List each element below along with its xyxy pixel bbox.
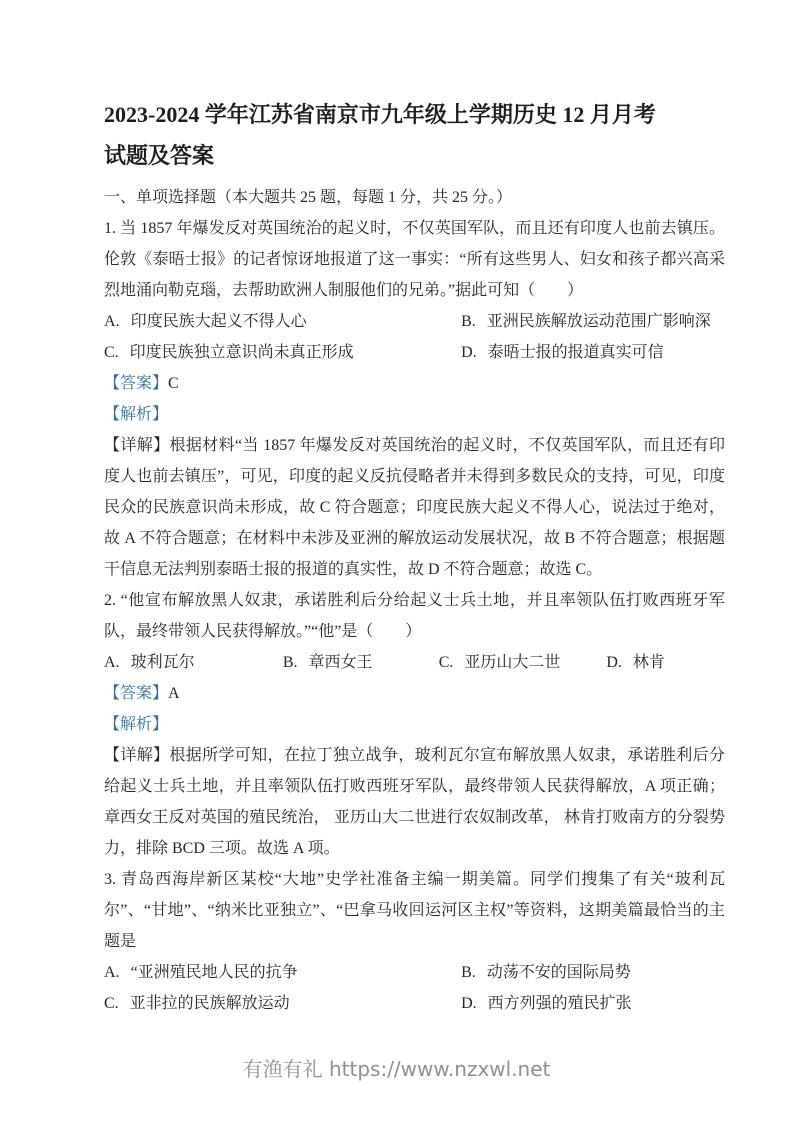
option-letter: D. xyxy=(461,995,477,1012)
question-2-option-b xyxy=(283,647,439,678)
question-2-option-c xyxy=(439,647,607,678)
option-letter: A. xyxy=(104,964,120,981)
question-1-option-b xyxy=(461,306,725,337)
question-3-option-c xyxy=(104,988,461,1019)
page-title xyxy=(104,94,725,176)
question-1-option-a xyxy=(104,306,461,337)
option-text: 玻利瓦尔 xyxy=(130,654,195,671)
option-letter: C. xyxy=(104,995,119,1012)
question-2-stem: 2. “他宣布解放黑人奴隶，承诺胜利后分给起义士兵土地，并且率领队伍打败西班牙军队，最终带领人民获得解放。”“他”是（ ） xyxy=(104,592,725,640)
detail-text: 根据所学可知，在拉丁独立战争，玻利瓦尔宣布解放黑人奴隶，承诺胜利后分给起义士兵土地，并且率领队伍打败西班牙军队，最终带领人民获得解放，A 项正确；章西女王反对英国的殖民统治， 亚历山大二世进行农奴制改革， 林肯打败南方的分裂势力，排除 BCD 三项。故选 A 项。 xyxy=(104,747,725,857)
option-letter: A. xyxy=(104,654,120,671)
question-1-option-c xyxy=(104,337,461,368)
question-2-option-a xyxy=(104,647,283,678)
answer-label: 【答案】 xyxy=(104,685,169,702)
option-text: 亚非拉的民族解放运动 xyxy=(129,995,290,1012)
option-letter: B. xyxy=(282,654,298,671)
analysis-label: 【解析】 xyxy=(104,406,169,423)
answer-label: 【答案】 xyxy=(104,375,169,392)
question-1-options xyxy=(104,306,725,368)
question-3-option-b xyxy=(461,957,725,988)
question-3-option-a xyxy=(104,957,461,988)
question-3 xyxy=(104,864,725,1019)
question-3-options xyxy=(104,957,725,1019)
option-text: 林肯 xyxy=(632,654,665,671)
question-1-analysis-line xyxy=(104,399,725,430)
answer-value: A xyxy=(168,685,180,702)
analysis-label: 【解析】 xyxy=(104,716,169,733)
option-text: 印度民族大起义不得人心 xyxy=(130,313,307,330)
option-letter: B. xyxy=(461,964,476,981)
question-1-option-d xyxy=(461,337,725,368)
question-1 xyxy=(104,213,725,585)
page-title-line-1: 2023-2024 学年江苏省南京市九年级上学期历史 12 月月考 xyxy=(104,102,656,127)
option-text: 西方列强的殖民扩张 xyxy=(487,995,632,1012)
option-text: 章西女王 xyxy=(308,654,373,671)
question-1-detail xyxy=(104,430,725,585)
question-2-analysis-line xyxy=(104,709,725,740)
option-text: “亚洲殖民地人民的抗争 xyxy=(130,964,298,981)
detail-label: 【详解】 xyxy=(104,747,170,764)
question-2-answer-line xyxy=(104,678,725,709)
footer-site-link[interactable]: 有渔有礼 https://www.nzxwl.net xyxy=(242,1057,551,1081)
page-footer xyxy=(68,1053,725,1082)
option-letter: C. xyxy=(104,344,119,361)
option-letter: A. xyxy=(104,313,120,330)
question-2-options xyxy=(104,647,725,678)
option-letter: C. xyxy=(438,654,454,671)
section-heading: 一、单项选择题（本大题共 25 题，每题 1 分，共 25 分。） xyxy=(104,189,513,206)
option-letter: D. xyxy=(606,654,622,671)
option-text: 亚洲民族解放运动范围广影响深 xyxy=(486,313,711,330)
detail-text: 根据材料“当 1857 年爆发反对英国统治的起义时，不仅英国军队，而且还有印度人也前去镇压”，可见，印度的起义反抗侵略者并未得到多数民众的支持，可见，印度民众的民族意识尚未形成，故 C 符合题意；印度民族大起义不得人心，说法过于绝对，故 A 不符合题意；在材料中未涉及亚洲的解放运动发展状况，故 B 不符合题意；根据题干信息无法判别泰晤士报的报道的真实性，故 D 不符合题意；故选 C。 xyxy=(104,437,725,578)
question-3-option-d xyxy=(461,988,725,1019)
page-title-line-2: 试题及答案 xyxy=(104,143,215,168)
detail-label: 【详解】 xyxy=(104,437,170,454)
answer-value: C xyxy=(168,375,179,392)
option-text: 亚历山大二世 xyxy=(464,654,561,671)
option-text: 泰晤士报的报道真实可信 xyxy=(487,344,664,361)
question-1-answer-line xyxy=(104,368,725,399)
question-3-stem: 3. 青岛西海岸新区某校“大地”史学社准备主编一期美篇。同学们搜集了有关“玻利瓦尔”、“甘地”、“纳米比亚独立”、“巴拿马收回运河区主权”等资料，这期美篇最恰当的主题是 xyxy=(104,871,725,950)
question-2-option-d xyxy=(606,647,725,678)
question-1-stem: 1. 当 1857 年爆发反对英国统治的起义时，不仅英国军队，而且还有印度人也前去镇压。伦敦《泰晤士报》的记者惊讶地报道了这一事实：“所有这些男人、妇女和孩子都兴高采烈地涌向勒克瑙，去帮助欧洲人制服他们的兄弟。”据此可知（ ） xyxy=(104,220,725,299)
option-letter: D. xyxy=(461,344,477,361)
question-2-detail xyxy=(104,740,725,864)
option-letter: B. xyxy=(461,313,476,330)
option-text: 印度民族独立意识尚未真正形成 xyxy=(129,344,354,361)
option-text: 动荡不安的国际局势 xyxy=(486,964,631,981)
question-2 xyxy=(104,585,725,864)
